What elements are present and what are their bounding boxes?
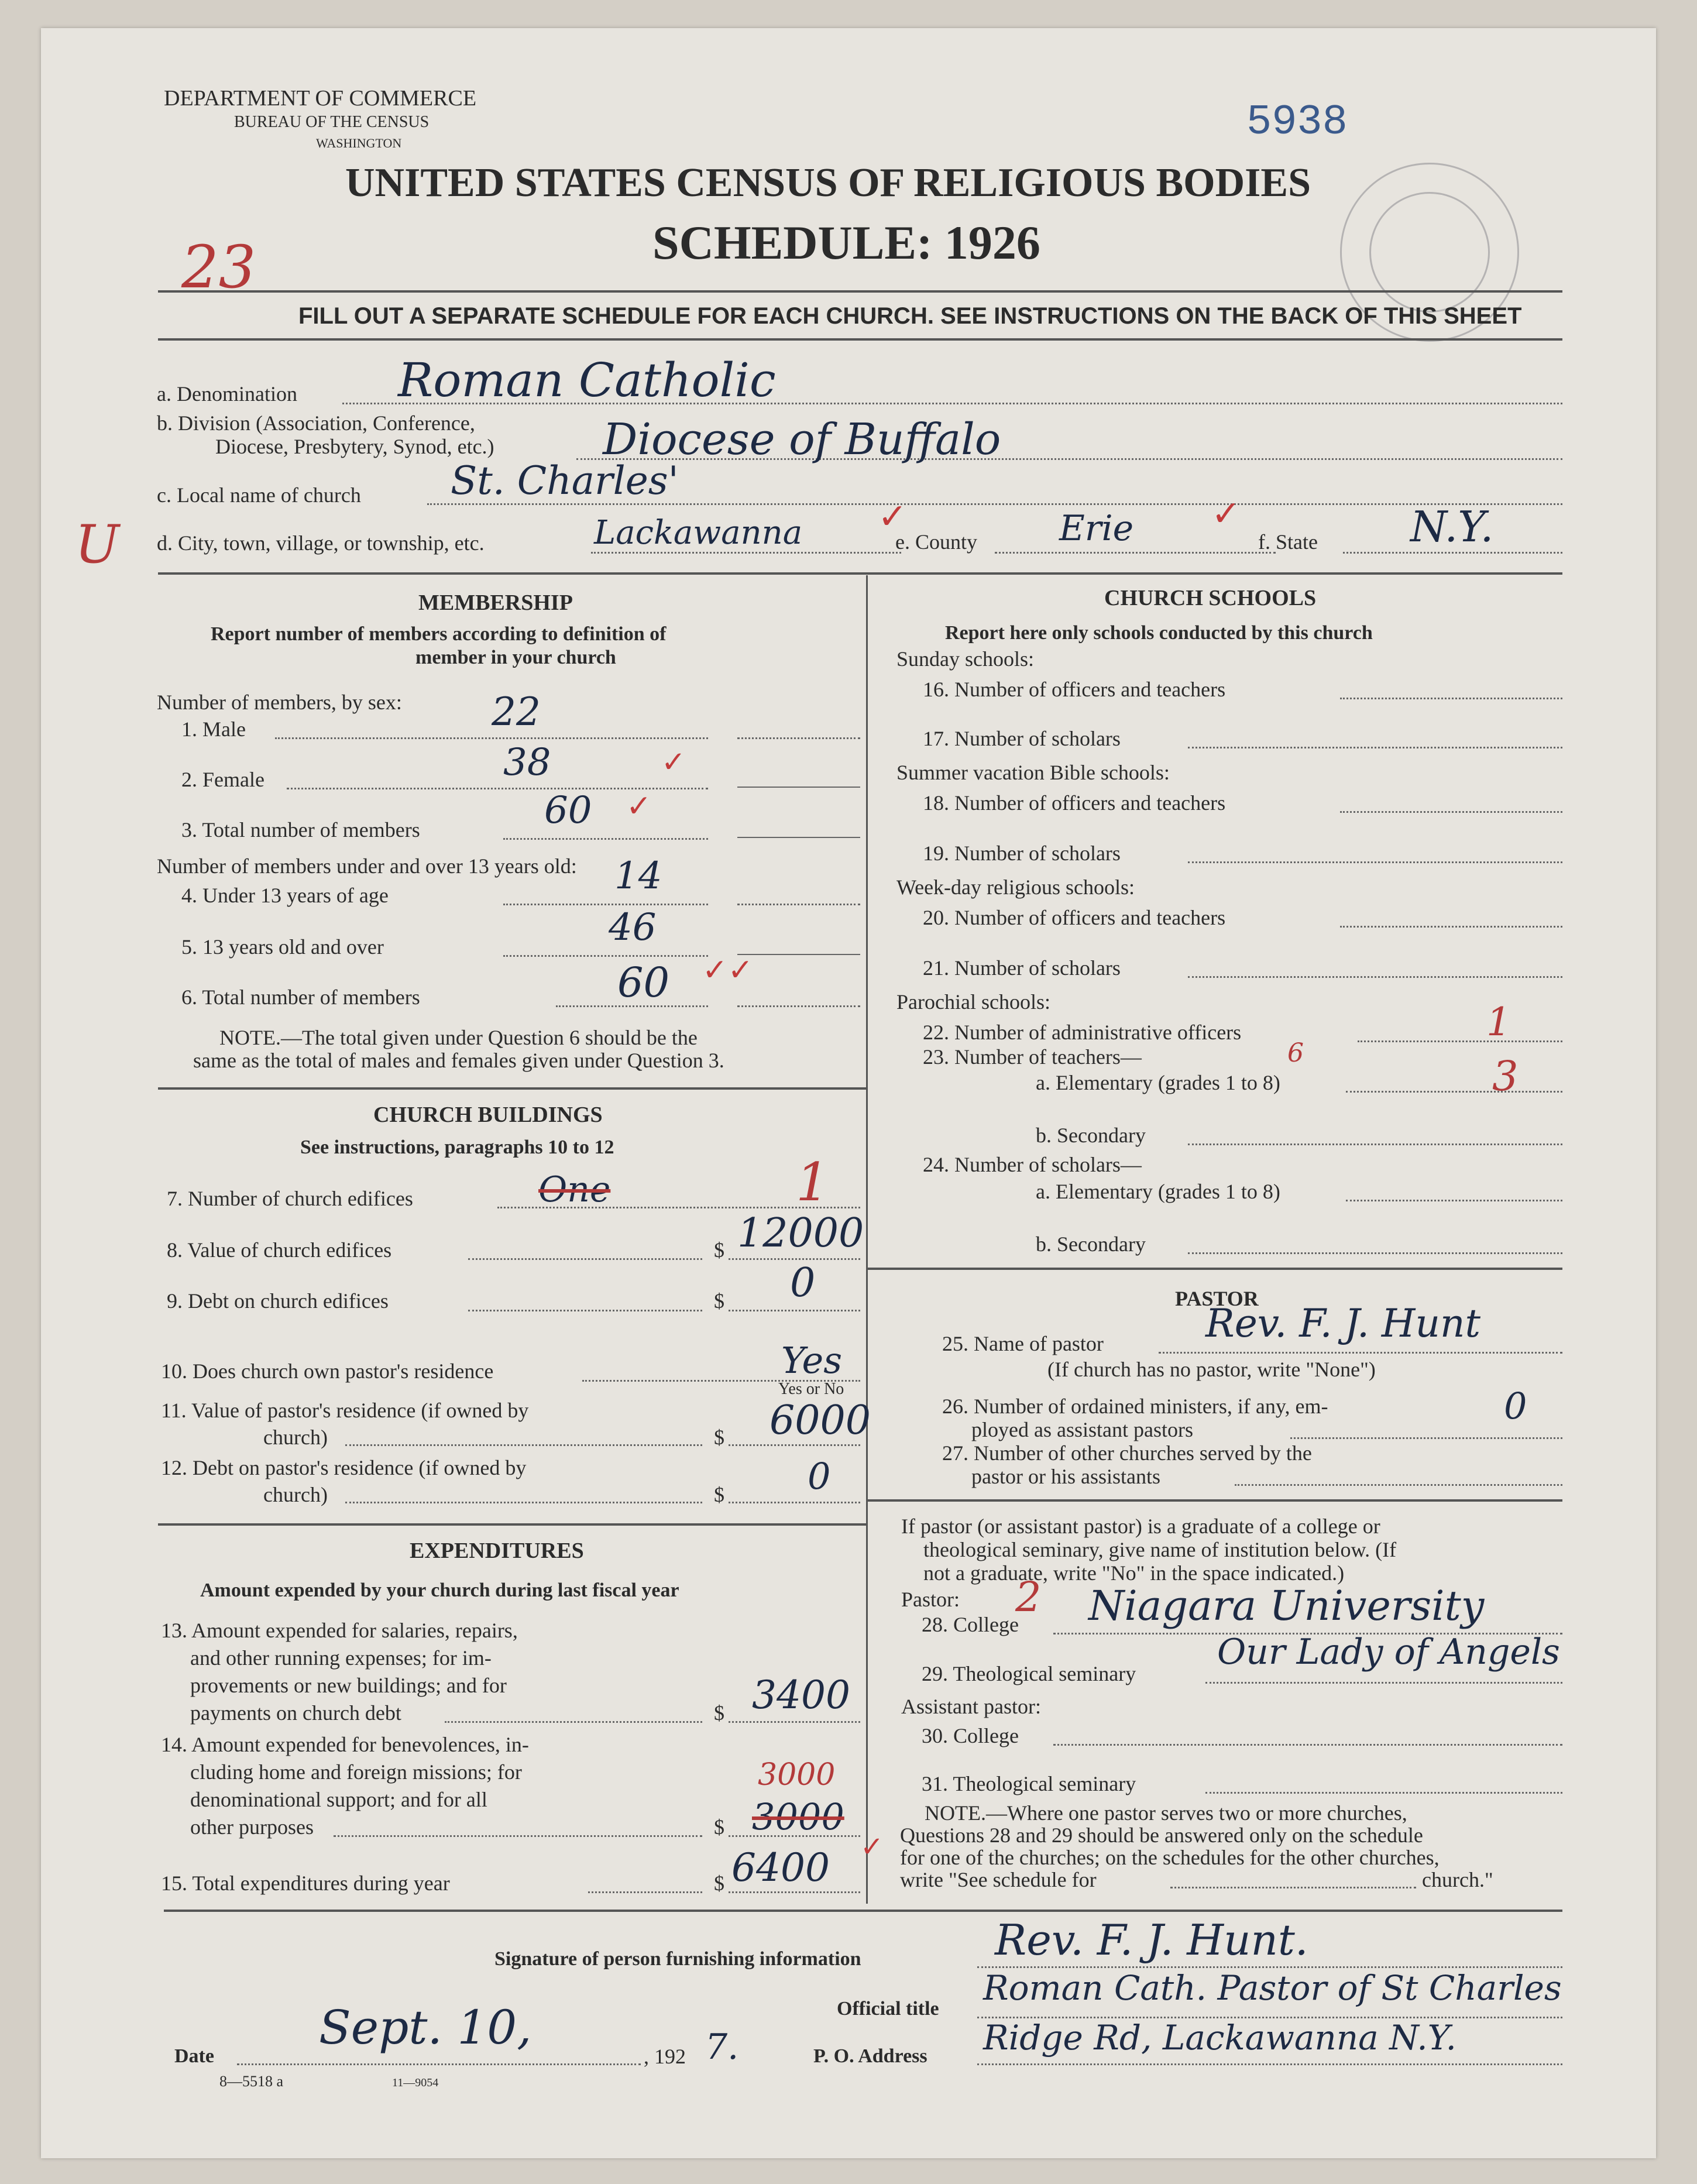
under-13-value: 14: [614, 854, 662, 898]
residence-debt-line: [345, 1502, 702, 1503]
red-pencil-number: 23: [181, 233, 256, 301]
census-schedule-sheet: [41, 28, 1656, 2158]
pastor-note-2: Questions 28 and 29 should be answered only on the schedule: [900, 1824, 1423, 1847]
county-label: e. County: [895, 530, 977, 554]
residence-value-label-2: church): [263, 1426, 328, 1449]
residence-value-line: [345, 1444, 702, 1446]
running-expenses-label-1: 13. Amount expended for salaries, repairs,: [161, 1619, 518, 1642]
header-rule-bottom: [158, 338, 1562, 341]
division-label-2: Diocese, Presbytery, Synod, etc.): [215, 435, 494, 458]
local-name-line: [427, 503, 1562, 505]
secondary-teachers-line: [1188, 1143, 1562, 1145]
graduate-instruction-3: not a graduate, write "No" in the space indicated.): [923, 1561, 1345, 1585]
benevolences-line: [334, 1835, 702, 1837]
total-expenditures-label: 15. Total expenditures during year: [161, 1871, 450, 1895]
county-line: [995, 552, 1276, 554]
seminary-label: 29. Theological seminary: [922, 1662, 1136, 1685]
pastor-none-hint: (If church has no pastor, write "None"): [1047, 1358, 1376, 1381]
weekday-scholars-line: [1188, 976, 1562, 978]
administrative-officers-label: 22. Number of administrative officers: [923, 1021, 1242, 1044]
benevolences-amount: 3000: [752, 1795, 844, 1838]
pastor-note-3: for one of the churches; on the schedules for the other churches,: [900, 1846, 1440, 1869]
male-column-line: [737, 737, 860, 739]
denomination-value: Roman Catholic: [398, 353, 776, 407]
edifice-value-amount: 12000: [737, 1210, 864, 1256]
city-label: d. City, town, village, or township, etc.: [157, 531, 485, 555]
residence-debt-label-1: 12. Debt on pastor's residence (if owned by: [161, 1456, 527, 1479]
state-value: N.Y.: [1410, 502, 1494, 551]
assistant-ministers-label-2: ployed as assistant pastors: [971, 1418, 1193, 1441]
edifice-debt-label: 9. Debt on church edifices: [167, 1289, 389, 1313]
local-name-value: St. Charles': [451, 458, 679, 503]
elementary-teachers-line: [1346, 1091, 1562, 1093]
city-value: Lackawanna: [594, 514, 803, 552]
total-members-6-column-line: [737, 1005, 860, 1007]
local-name-label: c. Local name of church: [157, 483, 361, 507]
print-number: 11—9054: [392, 2076, 439, 2089]
membership-note-1: NOTE.—The total given under Question 6 should be the: [219, 1026, 698, 1049]
benevolences-label-2: cluding home and foreign missions; for: [190, 1760, 522, 1784]
residence-debt-amount: 0: [808, 1455, 831, 1498]
dollar-sign: $: [714, 1289, 724, 1313]
total-expenditures-line: [588, 1891, 702, 1893]
assistant-ministers-label-1: 26. Number of ordained ministers, if any, em-: [942, 1395, 1328, 1418]
assistant-pastor-label: Assistant pastor:: [901, 1695, 1041, 1718]
buildings-instruction: See instructions, paragraphs 10 to 12: [300, 1136, 614, 1158]
church-edifices-label: 7. Number of church edifices: [167, 1187, 413, 1210]
sunday-schools-label: Sunday schools:: [896, 647, 1035, 671]
total-members-label: 3. Total number of members: [181, 818, 420, 842]
scholars-label: 24. Number of scholars—: [923, 1153, 1142, 1176]
pastor-heading: PASTOR: [1175, 1287, 1259, 1310]
year-value: 7.: [705, 2027, 739, 2068]
edifice-debt-line: [468, 1310, 702, 1311]
form-number: 8—5518 a: [219, 2073, 284, 2090]
sunday-officers-label: 16. Number of officers and teachers: [923, 678, 1226, 701]
grade-correction: 6: [1287, 1038, 1304, 1068]
sunday-scholars-label: 17. Number of scholars: [923, 727, 1121, 750]
under-13-column-line: [737, 904, 860, 905]
summer-officers-label: 18. Number of officers and teachers: [923, 791, 1226, 815]
pastor-subsection-label: Pastor:: [901, 1588, 960, 1611]
official-title-value: Roman Cath. Pastor of St Charles: [983, 1968, 1562, 2008]
residence-value-amount-line: [729, 1444, 860, 1446]
sunday-scholars-line: [1188, 747, 1562, 748]
total-members-6-value: 60: [617, 959, 670, 1007]
residence-value-amount: 6000: [770, 1397, 871, 1444]
elementary-scholars-line: [1346, 1200, 1562, 1201]
running-expenses-label-2: and other running expenses; for im-: [190, 1646, 492, 1670]
expenditures-instruction: Amount expended by your church during last fiscal year: [200, 1579, 679, 1601]
state-label: f. State: [1258, 530, 1318, 554]
state-line: [1343, 552, 1562, 554]
total-expenditures-amount: 6400: [731, 1845, 830, 1890]
red-checkmark: ✓: [661, 745, 686, 779]
running-expenses-label-4: payments on church debt: [190, 1701, 401, 1725]
red-checkmark: ✓: [626, 789, 652, 824]
membership-heading: MEMBERSHIP: [418, 590, 573, 615]
over-13-label: 5. 13 years old and over: [181, 935, 384, 959]
year-prefix: , 192: [644, 2045, 686, 2068]
red-checkmark: ✓: [878, 496, 908, 537]
edifice-debt-amount-line: [729, 1310, 860, 1311]
over-13-line: [503, 955, 708, 957]
red-checkmark: ✓✓: [702, 953, 754, 988]
under-13-label: 4. Under 13 years of age: [181, 884, 389, 907]
po-address-value: Ridge Rd, Lackawanna N.Y.: [983, 2018, 1456, 2058]
red-checkmark: ✓: [860, 1831, 884, 1863]
postmark-stamp-inner: [1369, 192, 1490, 313]
other-churches-label-1: 27. Number of other churches served by the: [942, 1441, 1312, 1465]
elementary-scholars-label: a. Elementary (grades 1 to 8): [1036, 1180, 1280, 1203]
pastor-name-label: 25. Name of pastor: [942, 1332, 1104, 1355]
assistant-ministers-value: 0: [1504, 1385, 1527, 1427]
division-value: Diocese of Buffalo: [603, 414, 1001, 465]
dollar-sign: $: [714, 1238, 724, 1262]
benevolences-label-3: denominational support; and for all: [190, 1788, 487, 1811]
section-rule: [158, 1523, 866, 1526]
total-members-line: [503, 838, 708, 840]
weekday-officers-line: [1340, 926, 1562, 928]
edifice-value-label: 8. Value of church edifices: [167, 1238, 392, 1262]
column-divider: [866, 575, 868, 1904]
under-13-line: [503, 904, 708, 905]
assistant-seminary-line: [1205, 1792, 1562, 1794]
total-expenditures-amount-line: [729, 1891, 860, 1893]
graduate-instruction-1: If pastor (or assistant pastor) is a graduate of a college or: [901, 1515, 1380, 1538]
denomination-label: a. Denomination: [157, 382, 297, 406]
official-title-label: Official title: [837, 1998, 939, 2020]
administrative-officers-value: 1: [1486, 1000, 1511, 1045]
city-line: WASHINGTON: [316, 136, 402, 150]
weekday-scholars-label: 21. Number of scholars: [923, 956, 1121, 980]
edifice-debt-amount: 0: [790, 1260, 816, 1306]
age-intro-label: Number of members under and over 13 years old:: [157, 854, 577, 878]
red-pencil-two: 2: [1015, 1573, 1042, 1621]
section-rule: [867, 1268, 1562, 1270]
secondary-teachers-label: b. Secondary: [1036, 1124, 1146, 1147]
section-rule: [158, 1087, 866, 1090]
sunday-officers-line: [1340, 698, 1562, 699]
elementary-teachers-label: a. Elementary (grades 1 to 8): [1036, 1071, 1280, 1094]
summer-scholars-label: 19. Number of scholars: [923, 842, 1121, 865]
male-label: 1. Male: [181, 717, 246, 741]
secondary-scholars-label: b. Secondary: [1036, 1232, 1146, 1256]
membership-instruction-1: Report number of members according to definition of: [211, 623, 667, 645]
parochial-schools-label: Parochial schools:: [896, 990, 1050, 1014]
schools-instruction: Report here only schools conducted by this church: [945, 622, 1373, 644]
secondary-scholars-line: [1188, 1252, 1562, 1254]
church-edifices-struck-value: One: [538, 1169, 611, 1210]
footer-rule: [164, 1910, 1562, 1912]
running-expenses-amount-line: [729, 1721, 860, 1723]
page-subtitle: SCHEDULE: 1926: [652, 216, 1040, 269]
po-address-line: [977, 2063, 1562, 2065]
see-schedule-line: [1170, 1887, 1416, 1888]
residence-value-label-1: 11. Value of pastor's residence (if owned by: [161, 1399, 529, 1422]
benevolences-label-4: other purposes: [190, 1815, 314, 1839]
weekday-officers-label: 20. Number of officers and teachers: [923, 906, 1226, 929]
division-label-1: b. Division (Association, Conference,: [157, 411, 475, 435]
summer-scholars-line: [1188, 861, 1562, 863]
college-label: 28. College: [922, 1613, 1019, 1636]
section-rule: [158, 572, 1562, 575]
pastor-note-1: NOTE.—Where one pastor serves two or more churches,: [925, 1801, 1407, 1825]
total-members-6-label: 6. Total number of members: [181, 985, 420, 1009]
graduate-instruction-2: theological seminary, give name of institution below. (If: [923, 1538, 1397, 1561]
city-line: [591, 552, 901, 554]
membership-instruction-2: member in your church: [415, 647, 616, 668]
running-expenses-label-3: provements or new buildings; and for: [190, 1674, 507, 1697]
county-value: Erie: [1059, 508, 1134, 549]
members-by-sex-label: Number of members, by sex:: [157, 691, 402, 714]
assistant-college-line: [1053, 1744, 1562, 1746]
dollar-sign: $: [714, 1701, 724, 1725]
edifice-value-line: [468, 1258, 702, 1260]
administrative-officers-line: [1358, 1041, 1562, 1042]
schedule-number: 5938: [1246, 98, 1348, 146]
other-churches-line: [1235, 1484, 1562, 1486]
assistant-college-label: 30. College: [922, 1724, 1019, 1747]
instruction-line: FILL OUT A SEPARATE SCHEDULE FOR EACH CHURCH. SEE INSTRUCTIONS ON THE BACK OF THIS SHEET: [298, 303, 1522, 329]
buildings-heading: CHURCH BUILDINGS: [373, 1103, 603, 1127]
total-members-value: 60: [544, 789, 592, 832]
page-title: UNITED STATES CENSUS OF RELIGIOUS BODIES: [345, 160, 1311, 205]
over-13-column-line: [737, 954, 860, 955]
signature-value: Rev. F. J. Hunt.: [995, 1915, 1308, 1965]
running-expenses-amount: 3400: [752, 1673, 850, 1718]
weekday-schools-label: Week-day religious schools:: [896, 875, 1135, 899]
dollar-sign: $: [714, 1426, 724, 1449]
male-line: [275, 737, 708, 739]
total-members-column-line: [737, 837, 860, 838]
dollar-sign: $: [714, 1815, 724, 1839]
membership-note-2: same as the total of males and females given under Question 3.: [193, 1049, 724, 1072]
owns-residence-value: Yes: [781, 1339, 843, 1382]
assistant-seminary-label: 31. Theological seminary: [922, 1772, 1136, 1795]
dollar-sign: $: [714, 1871, 724, 1895]
residence-debt-amount-line: [729, 1502, 860, 1503]
expenditures-heading: EXPENDITURES: [410, 1539, 584, 1563]
pastor-name-value: Rev. F. J. Hunt: [1205, 1301, 1481, 1346]
date-line: [237, 2063, 641, 2065]
teachers-label: 23. Number of teachers—: [923, 1045, 1142, 1069]
running-expenses-line: [445, 1721, 702, 1723]
schools-heading: CHURCH SCHOOLS: [1104, 586, 1317, 610]
yes-or-no-hint: Yes or No: [778, 1380, 844, 1398]
seminary-line: [1205, 1682, 1562, 1684]
po-address-label: P. O. Address: [813, 2045, 927, 2067]
residence-debt-label-2: church): [263, 1483, 328, 1506]
date-value: Sept. 10,: [319, 2000, 532, 2055]
female-value: 38: [503, 741, 551, 784]
department-line: DEPARTMENT OF COMMERCE: [164, 86, 477, 111]
date-label: Date: [174, 2045, 214, 2067]
signature-label: Signature of person furnishing information: [494, 1948, 861, 1970]
header-rule-top: [158, 290, 1562, 293]
section-rule: [867, 1499, 1562, 1502]
over-13-value: 46: [609, 906, 657, 949]
pastor-name-line: [1159, 1352, 1562, 1354]
red-pencil-u: U: [75, 514, 119, 575]
college-value: Niagara University: [1088, 1582, 1485, 1630]
dollar-sign: $: [714, 1483, 724, 1506]
seminary-value: Our Lady of Angels: [1217, 1632, 1560, 1673]
benevolences-correction: 3000: [758, 1757, 836, 1792]
pastor-note-5: church.": [1422, 1868, 1493, 1891]
red-checkmark: ✓: [1211, 493, 1241, 534]
church-edifices-value: 1: [796, 1152, 830, 1213]
pastor-note-4: write "See schedule for: [900, 1868, 1097, 1891]
benevolences-label-1: 14. Amount expended for benevolences, in-: [161, 1733, 529, 1756]
summer-schools-label: Summer vacation Bible schools:: [896, 761, 1170, 784]
male-value: 22: [492, 689, 541, 734]
other-churches-label-2: pastor or his assistants: [971, 1465, 1160, 1488]
female-column-line: [737, 787, 860, 788]
bureau-line: BUREAU OF THE CENSUS: [234, 113, 430, 131]
assistant-ministers-line: [1290, 1437, 1562, 1439]
female-label: 2. Female: [181, 768, 264, 791]
owns-residence-label: 10. Does church own pastor's residence: [161, 1359, 494, 1383]
summer-officers-line: [1340, 811, 1562, 813]
elementary-teachers-value: 3: [1492, 1052, 1519, 1100]
